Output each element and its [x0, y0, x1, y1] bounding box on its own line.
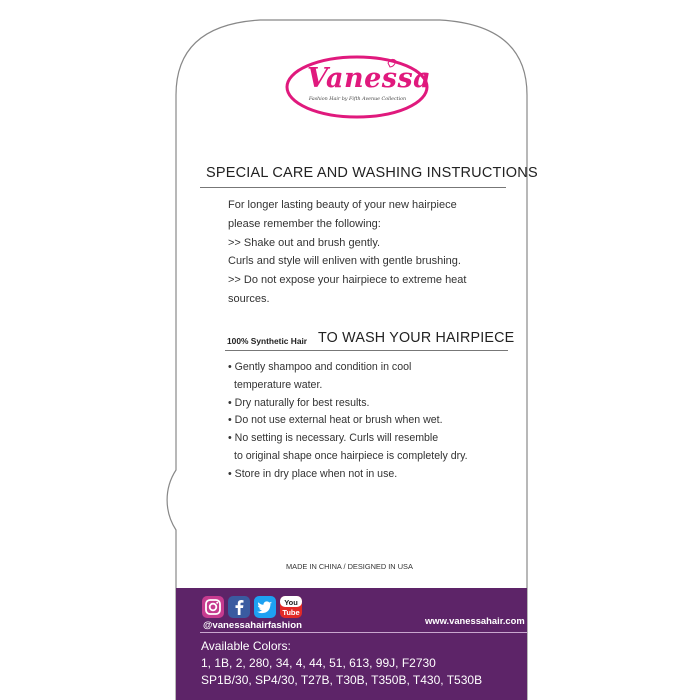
origin-text: MADE IN CHINA / DESIGNED IN USA — [286, 562, 413, 571]
care-line: >> Shake out and brush gently. — [228, 236, 381, 249]
bullet: • — [228, 432, 232, 445]
footer-divider — [200, 632, 527, 633]
care-paragraph — [228, 196, 518, 309]
care-line: please remember the following: — [228, 217, 381, 230]
youtube-text-top: You — [284, 598, 298, 607]
wash-line — [228, 430, 518, 448]
colors-line: SP1B/30, SP4/30, T27B, T30B, T350B, T430, T530B — [201, 673, 483, 687]
wash-line — [228, 359, 518, 377]
wash-line-text: No setting is necessary. Curls will resemble — [234, 432, 439, 445]
youtube-text-bottom: Tube — [282, 608, 300, 617]
fiber-label: 100% Synthetic Hair — [227, 336, 308, 346]
wash-line-text: Store in dry place when not in use. — [234, 467, 398, 480]
care-title: SPECIAL CARE AND WASHING INSTRUCTIONS — [206, 165, 538, 181]
care-divider — [200, 187, 506, 188]
wash-line — [228, 377, 518, 395]
logo-tagline: Fashion Hair by Fifth Avenue Collection — [308, 97, 407, 102]
wash-line — [228, 466, 518, 484]
instagram-icon[interactable] — [202, 596, 224, 618]
youtube-icon[interactable] — [280, 596, 302, 618]
wash-line-text: to original shape once hairpiece is completely dry. — [234, 449, 468, 462]
care-line: sources. — [228, 292, 270, 305]
wash-line — [228, 412, 518, 430]
colors-label: Available Colors: — [201, 639, 291, 653]
logo-wordmark: Vanessa — [307, 63, 432, 94]
wash-line — [228, 448, 518, 466]
wash-line-text: Gently shampoo and condition in cool — [234, 361, 412, 373]
care-line: >> Do not expose your hairpiece to extreme heat — [228, 274, 467, 287]
vanessa-logo — [285, 55, 430, 125]
social-handle[interactable]: @vanessahairfashion — [203, 620, 302, 631]
wash-line-text: Do not use external heat or brush when wet. — [234, 414, 443, 427]
care-line: Curls and style will enliven with gentle brushing. — [228, 255, 461, 268]
bullet: • — [228, 414, 232, 427]
wash-line — [228, 395, 518, 413]
wash-line-text: Dry naturally for best results. — [234, 396, 370, 409]
wash-title: TO WASH YOUR HAIRPIECE — [318, 330, 515, 346]
wash-line-text: temperature water. — [234, 378, 323, 391]
care-line: For longer lasting beauty of your new hairpiece — [228, 199, 457, 211]
bullet: • — [228, 467, 232, 480]
colors-line: 1, 1B, 2, 280, 34, 4, 44, 51, 613, 99J, F2730 — [201, 656, 436, 670]
bullet: • — [228, 361, 232, 373]
bullet: • — [228, 396, 232, 409]
available-colors — [201, 638, 482, 689]
website-link[interactable]: www.vanessahair.com — [425, 615, 525, 626]
twitter-icon[interactable] — [254, 596, 276, 618]
wash-instructions — [228, 359, 518, 484]
facebook-icon[interactable] — [228, 596, 250, 618]
wash-divider — [225, 350, 508, 351]
